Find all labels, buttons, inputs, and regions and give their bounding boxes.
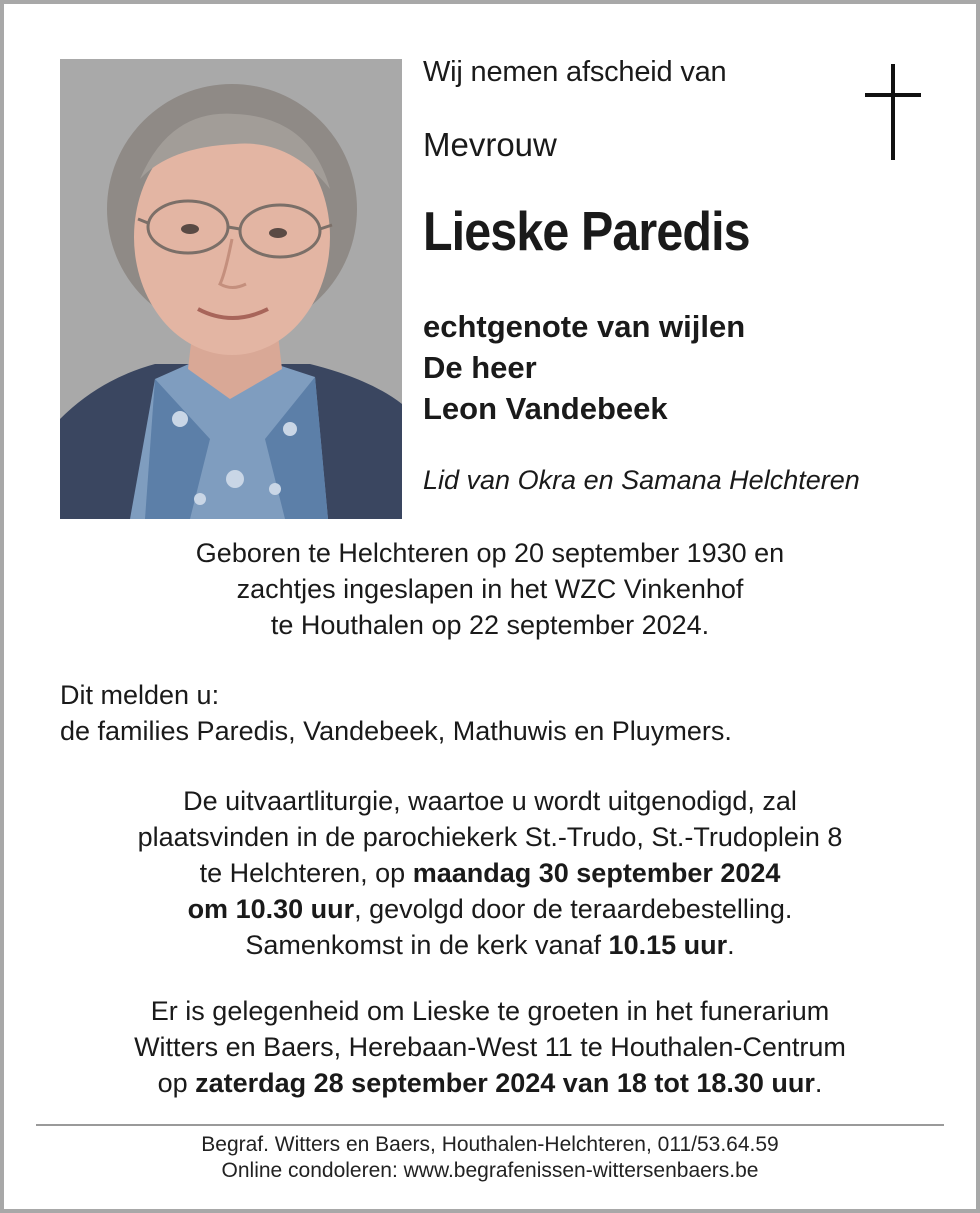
cross-horizontal-bar — [865, 93, 921, 97]
announcement-text — [60, 677, 732, 749]
portrait-photo — [60, 59, 402, 519]
spouse-line: Leon Vandebeek — [423, 391, 668, 426]
spouse-line: De heer — [423, 350, 537, 385]
cross-vertical-bar — [891, 64, 895, 160]
portrait-illustration — [60, 59, 402, 519]
liturgy-text-segment: , gevolgd door de teraardebestelling. — [354, 894, 793, 924]
liturgy-line — [4, 927, 976, 963]
visitation-text-segment: . — [814, 1068, 823, 1098]
spouse-block — [423, 306, 745, 429]
announcement-families: de families Paredis, Vandebeek, Mathuwis en Pluymers. — [60, 716, 732, 746]
liturgy-line: plaatsvinden in de parochiekerk St.-Trudo, St.-Trudoplein 8 — [137, 822, 843, 852]
birth-death-text — [4, 535, 976, 643]
gathering-time: 10.15 uur — [608, 930, 728, 960]
liturgy-text-segment: . — [727, 930, 735, 960]
liturgy-line — [4, 855, 976, 891]
visitation-line: Er is gelegenheid om Lieske te groeten in het funerarium — [150, 996, 830, 1026]
announcement-line: Dit melden u: — [60, 680, 220, 710]
visitation-text-segment: op — [157, 1068, 196, 1098]
liturgy-text — [4, 783, 976, 963]
funeral-home-info: Begraf. Witters en Baers, Houthalen-Helchteren, 011/53.64.59 — [201, 1133, 779, 1156]
birth-line: te Houthalen op 22 september 2024. — [270, 610, 710, 640]
liturgy-text-segment: Samenkomst in de kerk vanaf — [245, 930, 609, 960]
liturgy-date: maandag 30 september 2024 — [412, 858, 781, 888]
visitation-text — [4, 993, 976, 1101]
footer-divider — [36, 1124, 944, 1126]
liturgy-text-segment: te Helchteren, op — [199, 858, 413, 888]
cross-icon — [865, 64, 921, 160]
liturgy-line: De uitvaartliturgie, waartoe u wordt uitgenodigd, zal — [183, 786, 797, 816]
online-condolence-info: Online condoleren: www.begrafenissen-wittersenbaers.be — [221, 1159, 759, 1182]
liturgy-time: om 10.30 uur — [187, 894, 355, 924]
honorific: Mevrouw — [423, 126, 557, 163]
deceased-name: Lieske Paredis — [423, 200, 750, 262]
birth-line: zachtjes ingeslapen in het WZC Vinkenhof — [236, 574, 744, 604]
visitation-datetime: zaterdag 28 september 2024 van 18 tot 18.30 uur — [195, 1068, 815, 1098]
visitation-line — [4, 1065, 976, 1101]
membership-text: Lid van Okra en Samana Helchteren — [423, 465, 860, 495]
intro-text: Wij nemen afscheid van — [423, 56, 727, 88]
footer — [4, 1132, 976, 1184]
liturgy-line — [4, 891, 976, 927]
spouse-line: echtgenote van wijlen — [423, 309, 746, 344]
birth-line: Geboren te Helchteren op 20 september 1930 en — [195, 538, 785, 568]
visitation-line: Witters en Baers, Herebaan-West 11 te Houthalen-Centrum — [134, 1032, 846, 1062]
